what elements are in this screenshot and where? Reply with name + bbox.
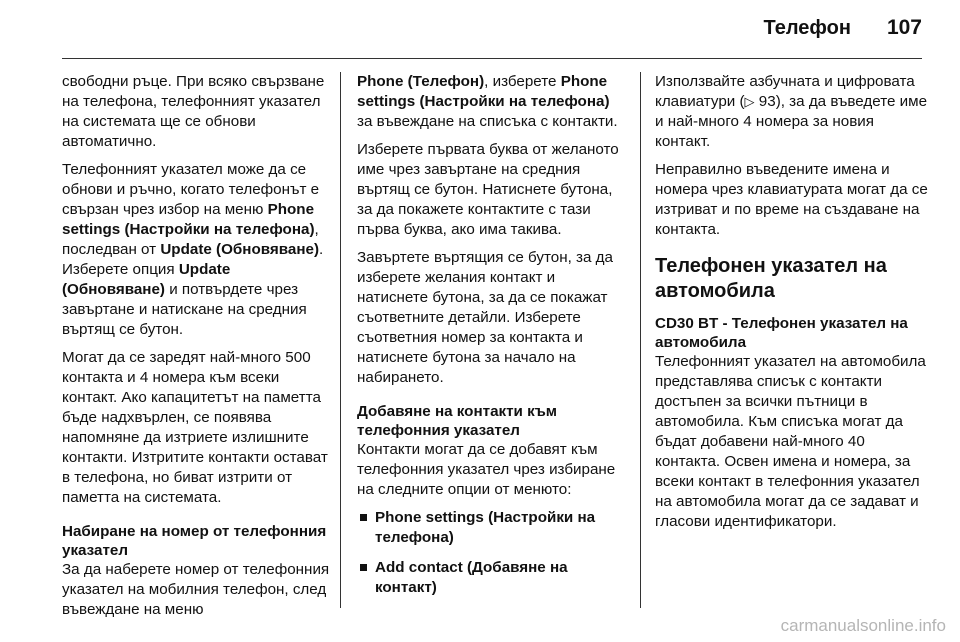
header-rule — [62, 58, 922, 59]
page-reference: 93 — [758, 93, 776, 110]
page-header — [764, 16, 923, 40]
paragraph: свободни ръце. При всяко свързване на телефона, телефонният указател на системата ще се обнови автоматично. — [62, 73, 325, 150]
column-1 — [62, 72, 330, 628]
page-reference-icon: ▷ — [744, 94, 755, 109]
watermark: carmanualsonline.info — [780, 616, 946, 635]
column-2 — [357, 72, 629, 608]
subsection-heading: CD30 BT - Телефонен указател на автомобила — [655, 315, 908, 351]
paragraph: Телефонният указател може да се обнови и ръчно, когато телефонът е свързан чрез избор на меню Phone settings (Настройки на телефона), последван от Update (Обновяване). Изберете опция Update (Обновяване) и потвърдете чрез завъртане и натискане на средния въртящ се бутон. — [62, 161, 324, 338]
paragraph: Изберете първата буква от желаното име чрез завъртане на средния въртящ се бутон. Натиснете бутона, за да покажете контактите с тази първа буква, ако има такива. — [357, 141, 619, 238]
list-item: Add contact (Добавяне на контакт) — [357, 558, 629, 598]
section-heading: Добавяне на контакти към телефонния указател — [357, 403, 558, 439]
section-heading: Набиране на номер от телефонния указател — [62, 523, 327, 559]
page-title: Телефон — [763, 17, 851, 39]
section-heading: Телефонен указател на автомобила — [655, 255, 887, 302]
paragraph: Phone (Телефон), изберете Phone settings (Настройки на телефона) за въвеждане на списъка с контакти. — [357, 73, 618, 130]
paragraph: Контакти могат да се добавят към телефонния указател чрез избиране на следните опции от менюто: — [357, 441, 616, 498]
column-3 — [655, 72, 931, 540]
page-number: 107 — [886, 16, 922, 39]
column-divider-1 — [340, 72, 341, 608]
paragraph: Могат да се заредят най-много 500 контакта и 4 номера към всеки контакт. Ако капацитетът на паметта бъде надхвърлен, се появява напомняне да изтриете излишните контакти. Изтритите контакти остават в телефона, но биват изтрити от паметта на системата. — [62, 349, 328, 506]
list-item: Phone settings (Настройки на телефона) — [357, 508, 629, 548]
paragraph: Телефонният указател на автомобила представлява списък с контакти достъпен за всички пътници в автомобила. Към списъка могат да бъдат добавени най-много 40 контакта. Освен имена и номера, за всеки контакт в телефонния указател на автомобила могат да се задават и гласови идентификатори. — [655, 353, 926, 530]
column-divider-2 — [640, 72, 641, 608]
paragraph: За да наберете номер от телефонния указател на мобилния телефон, след въвеждане на меню — [62, 561, 330, 618]
paragraph: Завъртете въртящия се бутон, за да изберете желания контакт и натиснете бутона, за да се покажат съответните детайли. Изберете съответния номер за контакта и натиснете бутона за начало на набирането. — [357, 249, 613, 386]
menu-options-list — [357, 508, 629, 598]
paragraph: Неправилно въведените имена и номера чрез клавиатурата могат да се изтриват и по време на създаване на контакта. — [655, 161, 928, 238]
paragraph: Използвайте азбучната и цифровата клавиатури (▷ 93), за да въведете име и най-много 4 номера за новия контакт. — [655, 73, 928, 150]
